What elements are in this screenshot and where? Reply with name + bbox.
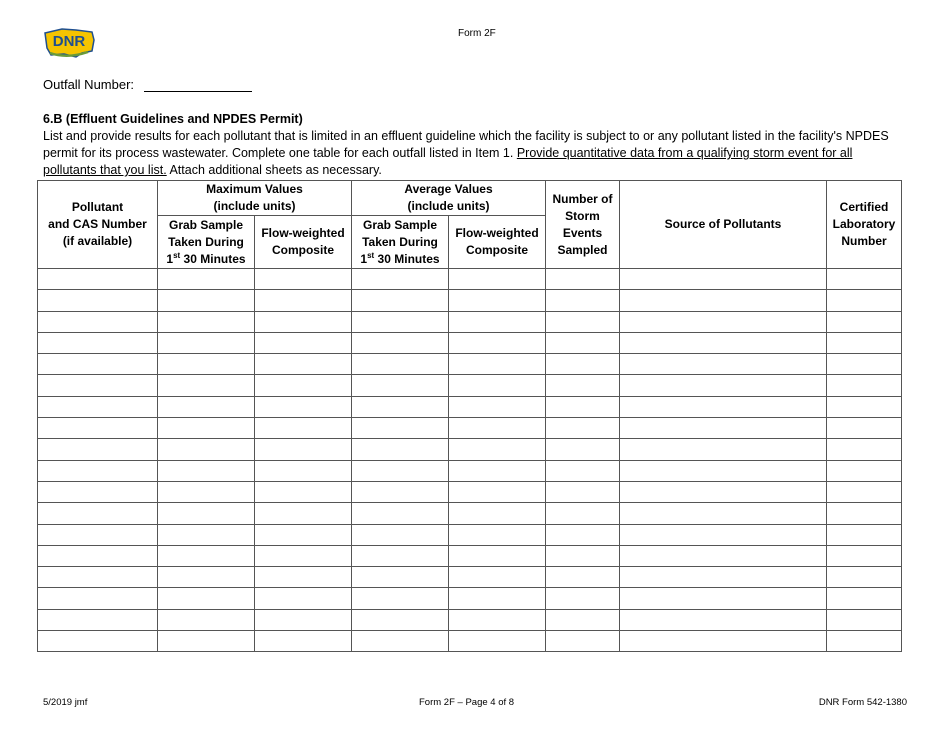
avg-grab-cell[interactable] [352,545,449,566]
max-flow-cell[interactable] [255,588,352,609]
lab-number-cell[interactable] [827,269,902,290]
header-max-flow-weighted [255,216,352,269]
max-flow-cell[interactable] [255,311,352,332]
max-flow-cell[interactable] [255,375,352,396]
events-cell[interactable] [546,290,620,311]
pollutant-cell[interactable] [38,396,158,417]
source-cell[interactable] [620,332,827,353]
avg-flow-cell[interactable] [449,332,546,353]
pollutant-cell[interactable] [38,460,158,481]
lab-number-cell[interactable] [827,418,902,439]
max-grab-cell[interactable] [158,332,255,353]
table-row [38,375,902,396]
events-cell[interactable] [546,311,620,332]
pollutant-cell[interactable] [38,609,158,630]
avg-grab-cell[interactable] [352,481,449,502]
pollutant-cell[interactable] [38,503,158,524]
events-cell[interactable] [546,439,620,460]
table-row [38,631,902,652]
max-flow-cell[interactable] [255,524,352,545]
header-pollutant-line: and CAS Number [48,217,147,231]
avg-grab-cell[interactable] [352,503,449,524]
avg-grab-cell[interactable] [352,631,449,652]
max-grab-cell[interactable] [158,375,255,396]
instructions-emphasis: Provide quantitative data from a qualifying storm event for all pollutants that you list. [43,146,853,177]
header-pollutant-line: (if available) [62,234,133,248]
header-pollutant-line: Pollutant [71,200,124,214]
ordinal-rest: 30 Minutes [374,251,440,266]
header-lab-line: Number [841,234,887,248]
header-avg-line: Average Values [404,182,493,196]
footer-form-id: DNR Form 542-1380 [818,697,907,708]
max-grab-cell[interactable] [158,481,255,502]
pollutant-cell[interactable] [38,439,158,460]
source-cell[interactable] [620,524,827,545]
avg-grab-cell[interactable] [352,290,449,311]
header-max-line: Maximum Values [206,182,303,196]
avg-flow-cell[interactable] [449,460,546,481]
header-flow-line: Flow-weighted [261,226,345,240]
max-grab-cell[interactable] [158,545,255,566]
pollutant-cell[interactable] [38,354,158,375]
avg-flow-cell[interactable] [449,396,546,417]
max-flow-cell[interactable] [255,503,352,524]
max-flow-cell[interactable] [255,354,352,375]
max-grab-cell[interactable] [158,609,255,630]
events-cell[interactable] [546,503,620,524]
table-row [38,354,902,375]
lab-number-cell[interactable] [827,396,902,417]
lab-number-cell[interactable] [827,481,902,502]
table-body [38,269,902,652]
table-row [38,418,902,439]
lab-number-cell[interactable] [827,503,902,524]
avg-grab-cell[interactable] [352,311,449,332]
header-flow-line: Composite [271,243,334,257]
max-grab-cell[interactable] [158,311,255,332]
footer-page-number: Form 2F – Page 4 of 8 [419,697,515,708]
avg-flow-cell[interactable] [449,439,546,460]
header-flow-line: Composite [465,243,528,257]
outfall-number-field [43,77,252,92]
max-grab-cell[interactable] [158,269,255,290]
pollutant-cell[interactable] [38,524,158,545]
instructions-text: List and provide results for each pollutant that is limited in an effluent guideline which the facility is subject to or any pollutant listed in the facility's NPDES permit for its process wastewater. Complete one table for each outfall listed in Item 1. [43,129,889,160]
max-grab-cell[interactable] [158,439,255,460]
max-flow-cell[interactable] [255,269,352,290]
avg-grab-cell[interactable] [352,460,449,481]
events-cell[interactable] [546,567,620,588]
pollutant-cell[interactable] [38,375,158,396]
events-cell[interactable] [546,588,620,609]
source-cell[interactable] [620,481,827,502]
header-maximum-values [158,181,352,216]
header-average-values [352,181,546,216]
section-heading: 6.B (Effluent Guidelines and NPDES Permit) [43,112,303,126]
outfall-number-label: Outfall Number: [43,77,135,92]
max-grab-cell[interactable] [158,290,255,311]
source-cell[interactable] [620,609,827,630]
source-cell[interactable] [620,545,827,566]
header-grab-line: Grab Sample [362,217,438,232]
avg-flow-cell[interactable] [449,269,546,290]
avg-grab-cell[interactable] [352,354,449,375]
table-row [38,439,902,460]
max-flow-cell[interactable] [255,332,352,353]
lab-number-cell[interactable] [827,332,902,353]
lab-number-cell[interactable] [827,460,902,481]
logo-text: DNR [52,33,86,50]
header-grab-line: Taken During [168,234,244,249]
max-grab-cell[interactable] [158,396,255,417]
events-cell[interactable] [546,545,620,566]
max-grab-cell[interactable] [158,524,255,545]
avg-flow-cell[interactable] [449,290,546,311]
table-row [38,396,902,417]
header-lab-line: Certified [839,200,889,214]
pollutant-cell[interactable] [38,418,158,439]
lab-number-cell[interactable] [827,439,902,460]
pollutant-cell[interactable] [38,567,158,588]
max-flow-cell[interactable] [255,439,352,460]
lab-number-cell[interactable] [827,375,902,396]
events-cell[interactable] [546,269,620,290]
header-events-line: Storm [565,208,600,223]
avg-grab-cell[interactable] [352,332,449,353]
table-row [38,269,902,290]
avg-flow-cell[interactable] [449,375,546,396]
max-flow-cell[interactable] [255,460,352,481]
avg-grab-cell[interactable] [352,269,449,290]
events-cell[interactable] [546,481,620,502]
lab-number-cell[interactable] [827,524,902,545]
avg-grab-cell[interactable] [352,567,449,588]
max-grab-cell[interactable] [158,460,255,481]
pollutant-cell[interactable] [38,481,158,502]
events-cell[interactable] [546,631,620,652]
avg-grab-cell[interactable] [352,609,449,630]
ordinal-number: 1 [166,251,174,266]
pollutant-cell[interactable] [38,332,158,353]
header-grab-line [352,251,448,268]
source-cell[interactable] [620,503,827,524]
outfall-number-input[interactable] [144,77,252,92]
max-grab-cell[interactable] [158,631,255,652]
avg-grab-cell[interactable] [352,375,449,396]
table-row [38,588,902,609]
lab-number-cell[interactable] [827,311,902,332]
max-flow-cell[interactable] [255,567,352,588]
pollutant-cell[interactable] [38,269,158,290]
table-row [38,290,902,311]
events-cell[interactable] [546,332,620,353]
avg-flow-cell[interactable] [449,631,546,652]
table-row [38,567,902,588]
table-row [38,545,902,566]
avg-grab-cell[interactable] [352,439,449,460]
lab-number-cell[interactable] [827,545,902,566]
table-row [38,524,902,545]
max-grab-cell[interactable] [158,503,255,524]
header-avg-grab-sample [352,216,449,269]
footer-revision: 5/2019 jmf [43,697,88,708]
header-lab-number [827,181,902,269]
avg-flow-cell[interactable] [449,503,546,524]
pollutant-cell[interactable] [38,290,158,311]
form-title: Form 2F [458,28,496,39]
lab-number-cell[interactable] [827,354,902,375]
avg-flow-cell[interactable] [449,567,546,588]
max-grab-cell[interactable] [158,588,255,609]
max-flow-cell[interactable] [255,545,352,566]
dnr-logo [42,26,96,60]
events-cell[interactable] [546,460,620,481]
header-lab-line: Laboratory [832,217,896,231]
lab-number-cell[interactable] [827,290,902,311]
max-grab-cell[interactable] [158,418,255,439]
events-cell[interactable] [546,609,620,630]
max-grab-cell[interactable] [158,567,255,588]
header-grab-line: Grab Sample [168,217,244,232]
header-storm-events [546,181,620,269]
max-flow-cell[interactable] [255,418,352,439]
events-cell[interactable] [546,375,620,396]
avg-grab-cell[interactable] [352,588,449,609]
source-cell[interactable] [620,375,827,396]
ordinal-suffix: st [173,250,181,260]
table-row [38,460,902,481]
source-cell[interactable] [620,418,827,439]
ordinal-rest: 30 Minutes [180,251,246,266]
events-cell[interactable] [546,524,620,545]
source-cell[interactable] [620,588,827,609]
source-cell[interactable] [620,567,827,588]
header-avg-flow-weighted [449,216,546,269]
avg-flow-cell[interactable] [449,545,546,566]
header-flow-line: Flow-weighted [455,226,539,240]
max-flow-cell[interactable] [255,481,352,502]
pollutant-cell[interactable] [38,588,158,609]
header-source-of-pollutants: Source of Pollutants [620,181,827,269]
avg-flow-cell[interactable] [449,588,546,609]
source-cell[interactable] [620,290,827,311]
ordinal-suffix: st [367,250,375,260]
avg-grab-cell[interactable] [352,524,449,545]
table-row [38,481,902,502]
max-flow-cell[interactable] [255,396,352,417]
pollutant-cell[interactable] [38,631,158,652]
header-avg-line: (include units) [407,199,490,213]
header-pollutant [38,181,158,269]
source-cell[interactable] [620,354,827,375]
lab-number-cell[interactable] [827,567,902,588]
avg-flow-cell[interactable] [449,354,546,375]
max-flow-cell[interactable] [255,290,352,311]
avg-flow-cell[interactable] [449,418,546,439]
max-grab-cell[interactable] [158,354,255,375]
events-cell[interactable] [546,354,620,375]
ordinal-number: 1 [360,251,368,266]
pollutant-cell[interactable] [38,545,158,566]
max-flow-cell[interactable] [255,631,352,652]
header-events-line: Number of [552,191,613,206]
events-cell[interactable] [546,418,620,439]
pollutant-cell[interactable] [38,311,158,332]
header-events-line: Sampled [557,242,608,257]
source-cell[interactable] [620,460,827,481]
header-events-line: Events [562,225,603,240]
header-max-line: (include units) [213,199,296,213]
avg-grab-cell[interactable] [352,396,449,417]
avg-grab-cell[interactable] [352,418,449,439]
avg-flow-cell[interactable] [449,524,546,545]
source-cell[interactable] [620,439,827,460]
table-row [38,332,902,353]
lab-number-cell[interactable] [827,609,902,630]
table-row [38,311,902,332]
pollutant-data-table [37,180,902,652]
source-cell[interactable] [620,631,827,652]
lab-number-cell[interactable] [827,631,902,652]
avg-flow-cell[interactable] [449,609,546,630]
table-row [38,609,902,630]
lab-number-cell[interactable] [827,588,902,609]
avg-flow-cell[interactable] [449,481,546,502]
source-cell[interactable] [620,269,827,290]
avg-flow-cell[interactable] [449,311,546,332]
source-cell[interactable] [620,311,827,332]
events-cell[interactable] [546,396,620,417]
instructions [43,128,903,179]
max-flow-cell[interactable] [255,609,352,630]
header-grab-line [158,251,254,268]
header-max-grab-sample [158,216,255,269]
header-grab-line: Taken During [362,234,438,249]
table-row [38,503,902,524]
source-cell[interactable] [620,396,827,417]
instructions-tail: Attach additional sheets as necessary. [166,163,382,177]
